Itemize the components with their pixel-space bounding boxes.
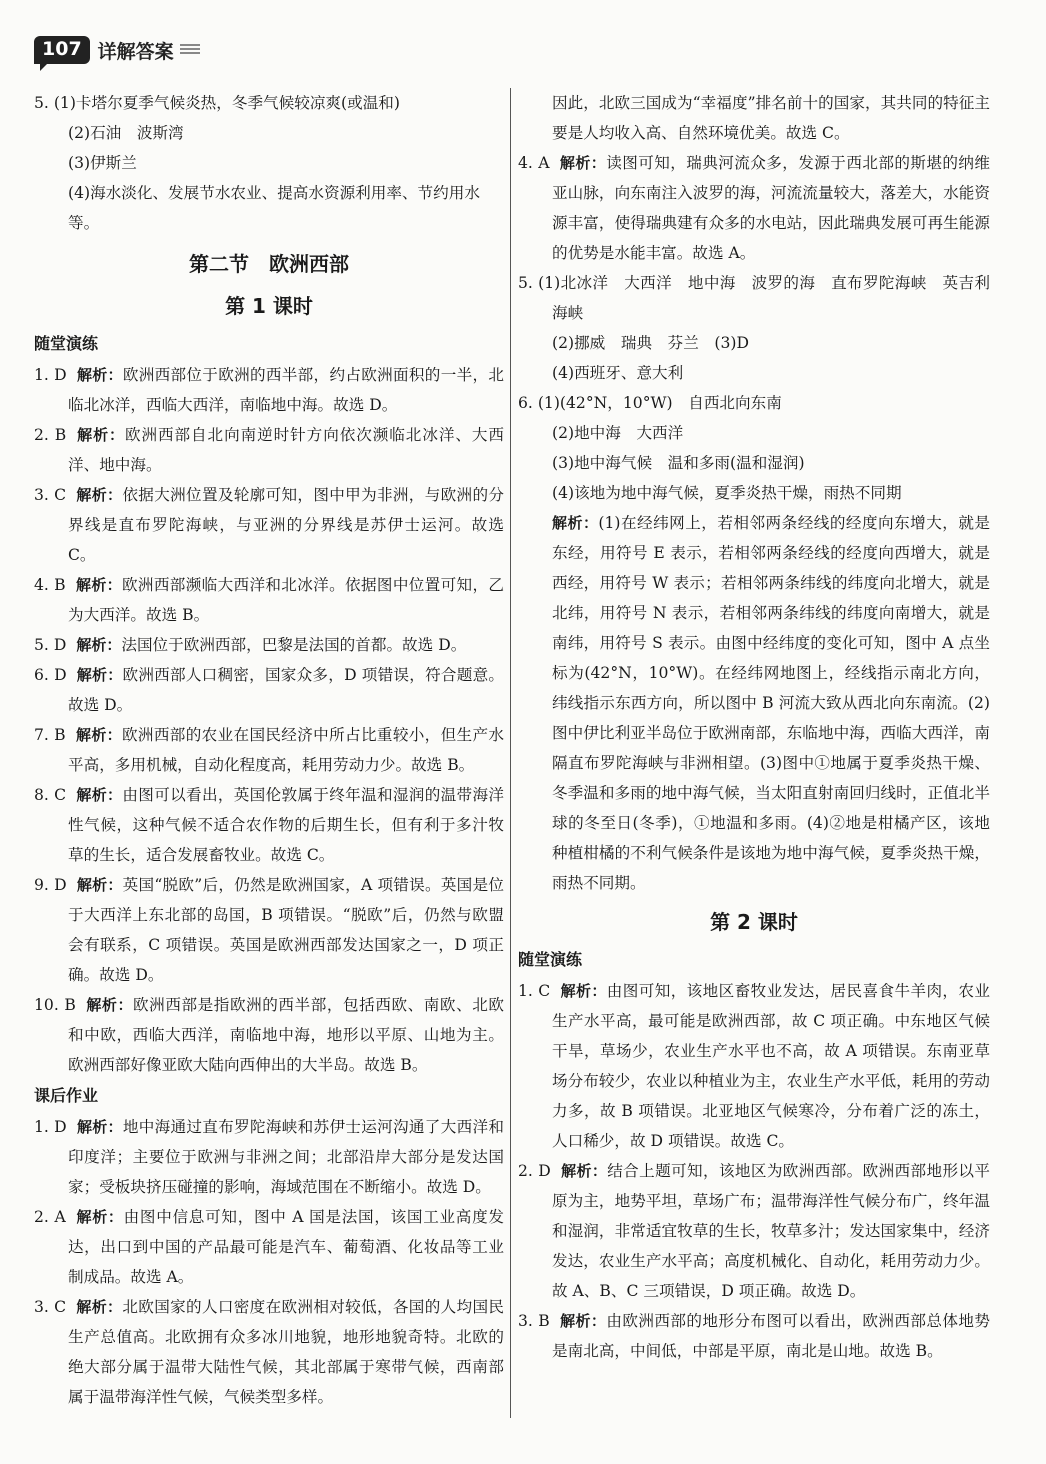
homework-item: 4. A 解析：读图可知，瑞典河流众多，发源于西北部的斯堪的纳维亚山脉，向东南注入波罗的海，河流流量较大，落差大，水能资源丰富，使得瑞典建有众多的水电站，因此瑞典发展可再生能源的优势是水能丰富。故选 A。 <box>518 154 990 262</box>
homework-6-line: (4)该地为地中海气候，夏季炎热干燥，雨热不同期 <box>552 484 902 502</box>
practice-item: 4. B 解析：欧洲西部濒临大西洋和北冰洋。依据图中位置可知，乙为大西洋。故选 B。 <box>34 576 504 624</box>
left-column <box>34 88 504 1412</box>
page-number: 107 <box>34 36 90 64</box>
practice-item: 3. C 解析：依据大洲位置及轮廓可知，图中甲为非洲，与欧洲的分界线是直布罗陀海峡，与亚洲的分界线是苏伊士运河。故选 C。 <box>34 486 504 564</box>
page-header <box>34 34 200 66</box>
header-title: 详解答案 <box>97 40 174 63</box>
q5-line-1: 5. (1)卡塔尔夏季气候炎热，冬季气候较凉爽(或温和) <box>34 94 400 112</box>
practice-item: 10. B 解析：欧洲西部是指欧洲的西半部，包括西欧、南欧、北欧和中欧，西临大西洋，南临地中海，地形以平原、山地为主。欧洲西部好像亚欧大陆向西伸出的大半岛。故选 B。 <box>34 996 504 1074</box>
homework-item: 2. A 解析：由图中信息可知，图中 A 国是法国，该国工业高度发达，出口到中国的产品最可能是汽车、葡萄酒、化妆品等工业制成品。故选 A。 <box>34 1208 504 1286</box>
lesson-1-title: 第 1 课时 <box>225 294 313 318</box>
right-column <box>518 88 990 1366</box>
homework-5-line: 5. (1)北冰洋 大西洋 地中海 波罗的海 直布罗陀海峡 英吉利海峡 <box>518 274 990 322</box>
q5-line-2: (2)石油 波斯湾 <box>68 124 184 142</box>
practice-label: 随堂演练 <box>34 334 99 353</box>
section-title: 第二节 欧洲西部 <box>189 252 349 276</box>
header-lines-icon <box>180 44 200 56</box>
practice-item: 2. B 解析：欧洲西部自北向南逆时针方向依次濒临北冰洋、大西洋、地中海。 <box>34 426 504 474</box>
practice-item: 1. C 解析：由图可知，该地区畜牧业发达，居民喜食牛羊肉，农业生产水平高，最可能是欧洲西部，故 C 项正确。中东地区气候干旱，草场少，农业生产水平也不高，故 A 项错误。东南亚草场分布较少，农业以种植业为主，农业生产水平低，耗用的劳动力多，故 B 项错误。北亚地区气候寒冷，分布着广泛的冻土，人口稀少，故 D 项错误。故选 C。 <box>518 982 990 1150</box>
practice-item: 1. D 解析：欧洲西部位于欧洲的西半部，约占欧洲面积的一半，北临北冰洋，西临大西洋，南临地中海。故选 D。 <box>34 366 504 414</box>
homework-item: 3. C 解析：北欧国家的人口密度在欧洲相对较低，各国的人均国民生产总值高。北欧拥有众多冰川地貌，地形地貌奇特。北欧的绝大部分属于温带大陆性气候，其北部属于寒带气候，西南部属于温带海洋性气候，气候类型多样。 <box>34 1298 504 1406</box>
practice-item: 2. D 解析：结合上题可知，该地区为欧洲西部。欧洲西部地形以平原为主，地势平坦，草场广布；温带海洋性气候分布广，终年温和湿润，非常适宜牧草的生长，牧草多汁；发达国家集中，经济发达，农业生产水平高；高度机械化、自动化，耗用劳动力少。故 A、B、C 三项错误，D 项正确。故选 D。 <box>518 1162 990 1300</box>
homework-6-analysis: 解析：(1)在经纬网上，若相邻两条经线的经度向东增大，就是东经，用符号 E 表示，若相邻两条经线的经度向西增大，就是西经，用符号 W 表示；若相邻两条纬线的纬度向北增大，就是北纬，用符号 N 表示，若相邻两条纬线的纬度向南增大，就是南纬，用符号 S 表示。由图中经纬度的变化可知，图中 A 点坐标为(42°N，10°W)。在经纬网地图上，经线指示南北方向，纬线指示东西方向，所以图中 B 河流大致从西北向东南流。(2)图中伊比利亚半岛位于欧洲南部，东临地中海，西临大西洋，南隔直布罗陀海峡与非洲相望。(3)图中①地属于夏季炎热干燥、冬季温和多雨的地中海气候，当太阳直射南回归线时，正值北半球的冬至日(冬季)，①地温和多雨。(4)②地是柑橘产区，该地种植柑橘的不利气候条件是该地为地中海气候，夏季炎热干燥，雨热不同期。 <box>552 514 990 892</box>
practice-item: 6. D 解析：欧洲西部人口稠密，国家众多，D 项错误，符合题意。故选 D。 <box>34 666 504 714</box>
homework-6-line: 6. (1)(42°N，10°W) 自西北向东南 <box>518 394 782 412</box>
homework-5-line: (2)挪威 瑞典 芬兰 (3)D <box>552 334 750 352</box>
practice-item: 8. C 解析：由图可以看出，英国伦敦属于终年温和湿润的温带海洋性气候，这种气候不适合农作物的后期生长，但有利于多汁牧草的生长，适合发展畜牧业。故选 C。 <box>34 786 504 864</box>
practice-item: 3. B 解析：由欧洲西部的地形分布图可以看出，欧洲西部总体地势是南北高，中间低，中部是平原，南北是山地。故选 B。 <box>518 1312 990 1360</box>
practice-label: 随堂演练 <box>518 950 583 969</box>
homework-5-line: (4)西班牙、意大利 <box>552 364 684 382</box>
column-divider <box>510 88 511 1418</box>
practice-item: 7. B 解析：欧洲西部的农业在国民经济中所占比重较小，但生产水平高，多用机械，自动化程度高，耗用劳动力少。故选 B。 <box>34 726 504 774</box>
homework-3-continued: 因此，北欧三国成为“幸福度”排名前十的国家，其共同的特征主要是人均收入高、自然环境优美。故选 C。 <box>552 94 990 142</box>
homework-item: 1. D 解析：地中海通过直布罗陀海峡和苏伊士运河沟通了大西洋和印度洋；主要位于欧洲与非洲之间；北部沿岸大部分是发达国家；受板块挤压碰撞的影响，海域范围在不断缩小。故选 D。 <box>34 1118 504 1196</box>
homework-label: 课后作业 <box>34 1086 99 1105</box>
practice-item: 5. D 解析：法国位于欧洲西部，巴黎是法国的首都。故选 D。 <box>34 636 467 654</box>
q5-line-4: (4)海水淡化、发展节水农业、提高水资源利用率、节约用水等。 <box>68 184 480 232</box>
lesson-2-title: 第 2 课时 <box>710 910 798 934</box>
practice-item: 9. D 解析：英国“脱欧”后，仍然是欧洲国家，A 项错误。英国是位于大西洋上东北部的岛国，B 项错误。“脱欧”后，仍然与欧盟会有联系，C 项错误。英国是欧洲西部发达国家之一，D 项正确。故选 D。 <box>34 876 504 984</box>
homework-6-line: (2)地中海 大西洋 <box>552 424 684 442</box>
homework-6-line: (3)地中海气候 温和多雨(温和湿润) <box>552 454 805 472</box>
q5-line-3: (3)伊斯兰 <box>68 154 137 172</box>
